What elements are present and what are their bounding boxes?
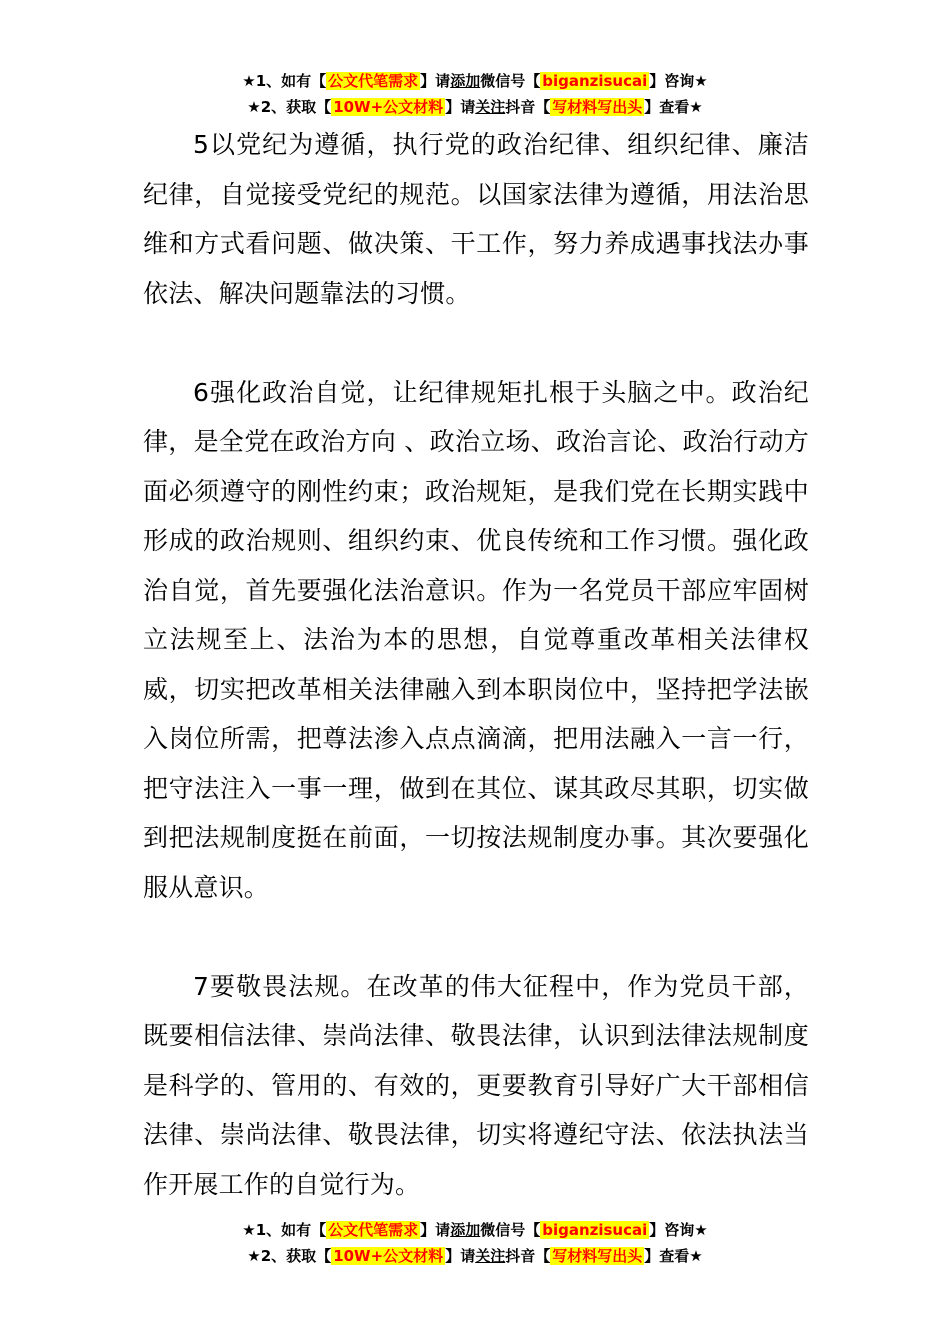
promo-line-1 [0, 68, 950, 94]
promo-banner-bottom [0, 1217, 950, 1269]
promo-banner-top [0, 68, 950, 120]
promo-highlight: 公文代笔需求 [328, 1221, 419, 1239]
promo-text: ★2、获取【 [247, 98, 332, 116]
promo-highlight-wechat: biganzisucai [542, 72, 648, 90]
promo-text: 】请 [420, 1221, 451, 1239]
promo-text: 抖音【 [505, 1247, 551, 1265]
paragraph-7: 7要敬畏法规。在改革的伟大征程中，作为党员干部，既要相信法律、崇尚法律、敬畏法律，认识到法律法规制度是科学的、管用的、有效的，更要教育引导好广大干部相信法律、崇尚法律、敬畏法律，切实将遵纪守法、依法执法当作开展工作的自觉行为。 [143, 971, 809, 1199]
promo-text: ★1、如有【 [242, 1221, 327, 1239]
promo-underline: 添加 [450, 72, 481, 90]
promo-highlight: 10W+公文材料 [333, 1247, 444, 1265]
promo-text: 抖音【 [505, 98, 551, 116]
promo-line-2 [0, 94, 950, 120]
promo-highlight-wechat: biganzisucai [542, 1221, 648, 1239]
paragraph-6: 6强化政治自觉，让纪律规矩扎根于头脑之中。政治纪律，是全党在政治方向 、政治立场、政治言论、政治行动方面必须遵守的刚性约束；政治规矩，是我们党在长期实践中形成的政治规则、组织约束、优良传统和工作习惯。强化政治自觉，首先要强化法治意识。作为一名党员干部应牢固树立法规至上、法治为本的思想，自觉尊重改革相关法律权威，切实把改革相关法律融入到本职岗位中，坚持把学法嵌入岗位所需，把尊法渗入点点滴滴，把用法融入一言一行，把守法注入一事一理，做到在其位、谋其政尽其职，切实做到把法规制度挺在前面，一切按法规制度办事。其次要强化服从意识。 [143, 377, 809, 902]
promo-highlight: 10W+公文材料 [333, 98, 444, 116]
promo-text: 微信号【 [480, 72, 541, 90]
promo-highlight-douyin: 写材料写出头 [552, 1247, 643, 1265]
promo-highlight-douyin: 写材料写出头 [552, 98, 643, 116]
promo-text: 】查看★ [644, 1247, 703, 1265]
promo-underline: 添加 [450, 1221, 481, 1239]
promo-underline: 关注 [475, 1247, 506, 1265]
promo-highlight: 公文代笔需求 [328, 72, 419, 90]
paragraph-gap [143, 912, 809, 962]
promo-text: 】咨询★ [649, 1221, 708, 1239]
promo-line-1 [0, 1217, 950, 1243]
paragraph-5: 5以党纪为遵循，执行党的政治纪律、组织纪律、廉洁纪律，自觉接受党纪的规范。以国家法律为遵循，用法治思维和方式看问题、做决策、干工作，努力养成遇事找法办事依法、解决问题靠法的习惯。 [143, 130, 809, 308]
promo-text: 】请 [420, 72, 451, 90]
promo-text: 】咨询★ [649, 72, 708, 90]
promo-line-2 [0, 1243, 950, 1269]
paragraph-gap [143, 318, 809, 368]
document-body [143, 120, 809, 1209]
promo-text: ★2、获取【 [247, 1247, 332, 1265]
promo-text: ★1、如有【 [242, 72, 327, 90]
promo-text: 】查看★ [644, 98, 703, 116]
promo-underline: 关注 [475, 98, 506, 116]
promo-text: 】请 [445, 1247, 476, 1265]
promo-text: 微信号【 [480, 1221, 541, 1239]
promo-text: 】请 [445, 98, 476, 116]
